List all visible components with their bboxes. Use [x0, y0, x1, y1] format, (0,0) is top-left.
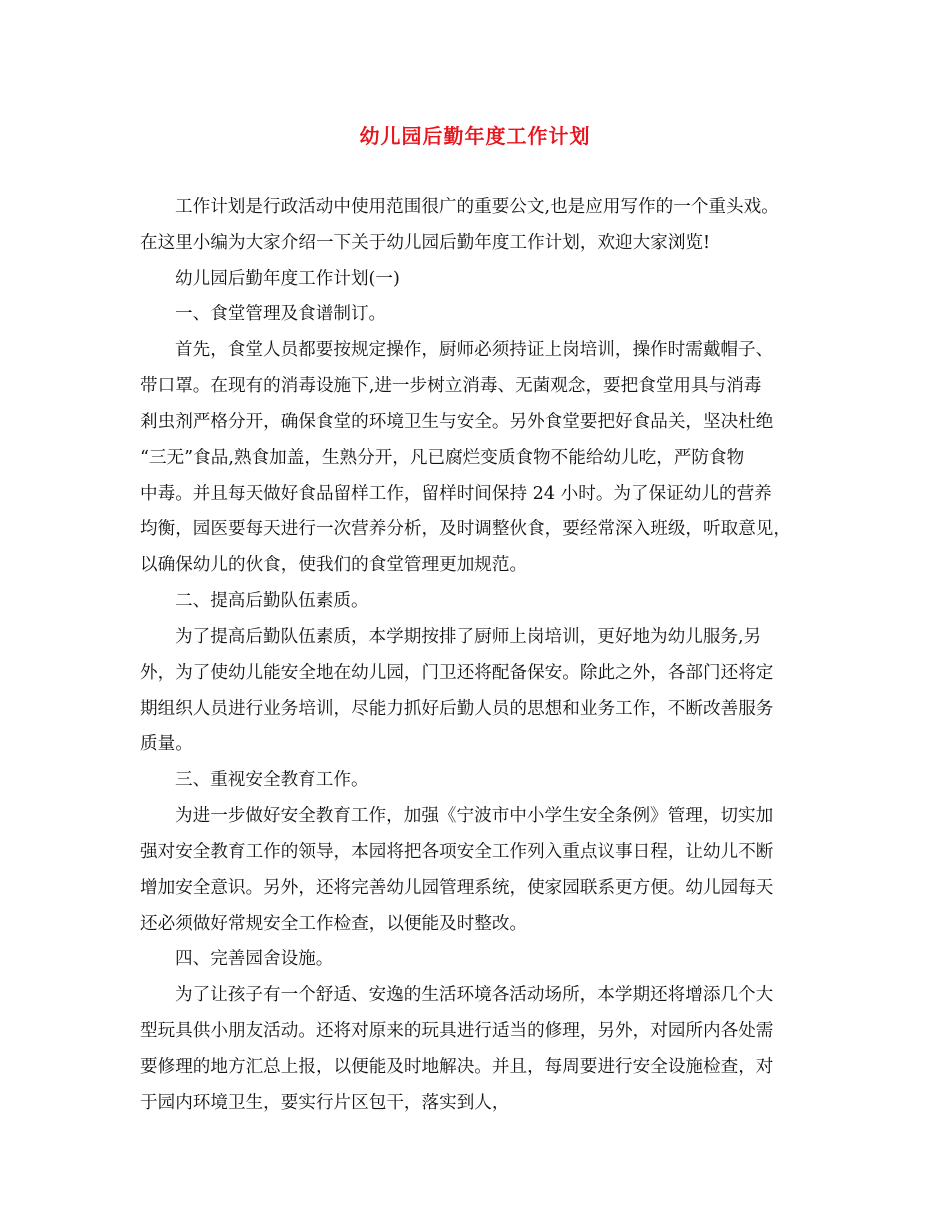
- paragraph-line: 质量。: [140, 734, 193, 754]
- paragraph-line: 为了提高后勤队伍素质，本学期按排了厨师上岗培训，更好地为幼儿服务,另: [175, 627, 762, 647]
- paragraph-line: 要修理的地方汇总上报，以便能及时地解决。并且，每周要进行安全设施检查，对: [140, 1057, 774, 1077]
- paragraph-line: 期组织人员进行业务培训，尽能力抓好后勤人员的思想和业务工作，不断改善服务: [140, 699, 774, 719]
- paragraph-line: 中毒。并且每天做好食品留样工作，留样时间保持 24 小时。为了保证幼儿的营养: [140, 484, 772, 504]
- paragraph-line: 在这里小编为大家介绍一下关于幼儿园后勤年度工作计划，欢迎大家浏览!: [140, 233, 711, 253]
- paragraph-line: 外，为了使幼儿能安全地在幼儿园，门卫还将配备保安。除此之外，各部门还将定: [140, 663, 774, 683]
- section-heading: 幼儿园后勤年度工作计划(一): [175, 269, 400, 289]
- section-heading: 二、提高后勤队伍素质。: [175, 591, 369, 611]
- paragraph-line: 增加安全意识。另外，还将完善幼儿园管理系统，使家园联系更方便。幼儿园每天: [140, 878, 774, 898]
- paragraph-line: 于园内环境卫生，要实行片区包干，落实到人，: [140, 1093, 510, 1113]
- paragraph-line: 首先，食堂人员都要按规定操作，厨师必须持证上岗培训，操作时需戴帽子、: [175, 340, 774, 360]
- paragraph-line: 剎虫剂严格分开，确保食堂的环境卫生与安全。另外食堂要把好食品关，坚决杜绝: [140, 412, 774, 432]
- section-heading: 三、重视安全教育工作。: [175, 770, 369, 790]
- paragraph-line: 以确保幼儿的伙食，使我们的食堂管理更加规范。: [140, 555, 528, 575]
- section-heading: 一、食堂管理及食谱制订。: [175, 304, 387, 324]
- paragraph-line: 还必须做好常规安全工作检查，以便能及时整改。: [140, 914, 528, 934]
- paragraph-line: 带口罩。在现有的消毒设施下,进一步树立消毒、无菌观念，要把食堂用具与消毒: [140, 376, 762, 396]
- paragraph-line: “三无”食品,熟食加盖，生熟分开，凡已腐烂变质食物不能给幼儿吃，严防食物: [140, 448, 745, 468]
- paragraph-line: 强对安全教育工作的领导，本园将把各项安全工作列入重点议事日程，让幼儿不断: [140, 842, 774, 862]
- paragraph-line: 型玩具供小朋友活动。还将对原来的玩具进行适当的修理，另外，对园所内各处需: [140, 1021, 774, 1041]
- paragraph-line: 为进一步做好安全教育工作，加强《宁波市中小学生安全条例》管理，切实加: [175, 806, 774, 826]
- document-title: 幼儿园后勤年度工作计划: [359, 124, 591, 148]
- paragraph-line: 为了让孩子有一个舒适、安逸的生活环境各活动场所，本学期还将增添几个大: [175, 985, 774, 1005]
- section-heading: 四、完善园舍设施。: [175, 949, 334, 969]
- paragraph-line: 均衡，园医要每天进行一次营养分析，及时调整伙食，要经常深入班级，听取意见，: [140, 519, 791, 539]
- paragraph-line: 工作计划是行政活动中使用范围很广的重要公文,也是应用写作的一个重头戏。: [175, 197, 779, 217]
